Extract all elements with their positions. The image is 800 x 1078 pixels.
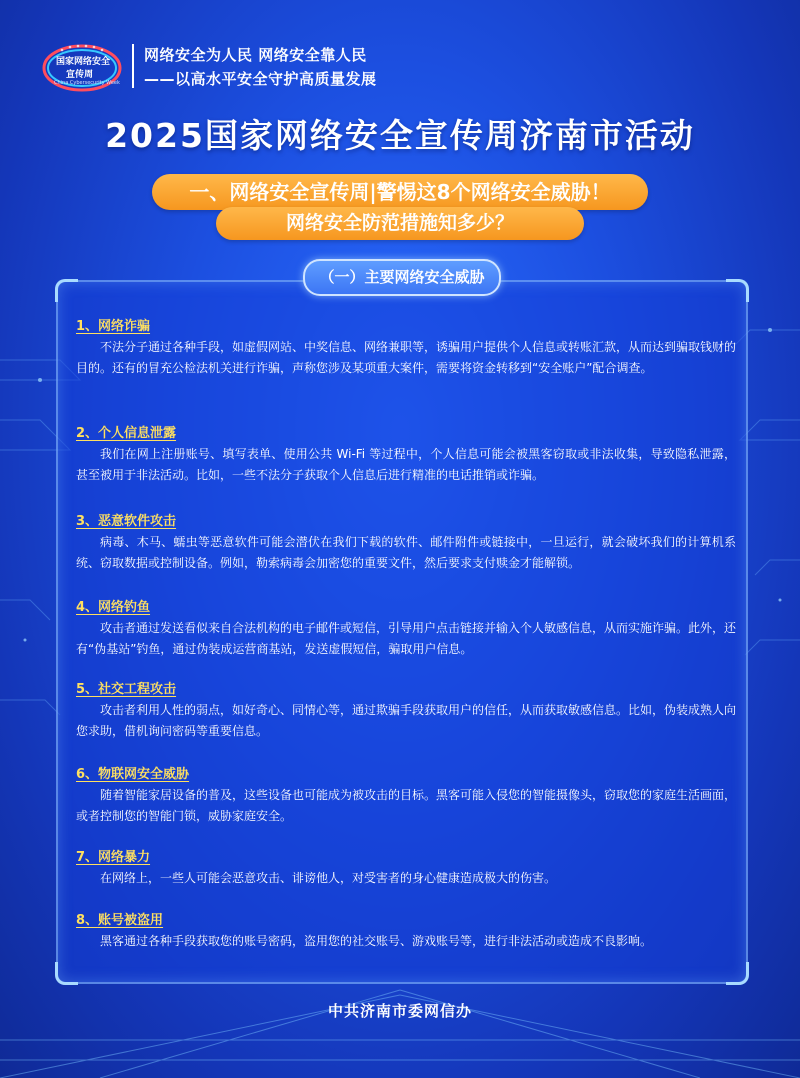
section-tag: （一）主要网络安全威胁 [303, 259, 501, 296]
threat-title: 8、账号被盗用 [76, 913, 164, 928]
threat-body: 在网络上，一些人可能会恶意攻击、诽谤他人，对受害者的身心健康造成极大的伤害。 [100, 871, 557, 885]
threat-item [76, 510, 736, 574]
threat-body: 病毒、木马、蠕虫等恶意软件可能会潜伏在我们下载的软件、邮件附件或链接中，一旦运行，就会破坏我们的计算机系统、窃取数据或控制设备。例如，勒索病毒会加密您的重要文件，然后要求支付赎金才能解锁。 [76, 535, 736, 570]
page-title: 2025国家网络安全宣传周济南市活动 [105, 116, 695, 155]
panel-corner [726, 962, 749, 985]
threat-title: 1、网络诈骗 [76, 319, 151, 334]
panel-corner [726, 279, 749, 302]
threat-item [76, 909, 736, 952]
header-divider [132, 44, 134, 88]
logo-subtext: China Cybersecurity Week [54, 80, 120, 86]
threat-title: 2、个人信息泄露 [76, 426, 177, 441]
panel-corner [55, 962, 78, 985]
threat-title: 7、网络暴力 [76, 850, 151, 865]
threat-title: 4、网络钓鱼 [76, 600, 151, 615]
threat-item [76, 596, 736, 660]
logo-text: 宣传周 [66, 70, 94, 80]
slogan-sub: ——以高水平安全守护高质量发展 [144, 70, 377, 88]
threat-body: 我们在网上注册账号、填写表单、使用公共 Wi-Fi 等过程中，个人信息可能会被黑客窃取或非法收集，导致隐私泄露，甚至被用于非法活动。比如，一些不法分子获取个人信息后进行精准的电话推销或诈骗。 [76, 447, 736, 482]
header [40, 40, 760, 100]
footer-organization: 中共济南市委网信办 [327, 1002, 472, 1020]
threat-body: 攻击者利用人性的弱点，如好奇心、同情心等，通过欺骗手段获取用户的信任，从而获取敏感信息。比如，伪装成熟人向您求助，借机询问密码等重要信息。 [76, 703, 737, 738]
panel-corner [55, 279, 78, 302]
banner-subtitle: 网络安全防范措施知多少？ [216, 207, 584, 240]
threat-item [76, 678, 736, 742]
threat-title: 5、社交工程攻击 [76, 682, 177, 697]
threat-body: 随着智能家居设备的普及，这些设备也可能成为被攻击的目标。黑客可能入侵您的智能摄像头，窃取您的家庭生活画面，或者控制您的智能门锁，威胁家庭安全。 [76, 788, 737, 823]
banner-title: 一、网络安全宣传周|警惕这8个网络安全威胁！ [152, 174, 648, 210]
threat-item [76, 763, 736, 827]
threat-body: 黑客通过各种手段获取您的账号密码，盗用您的社交账号、游戏账号等，进行非法活动或造成不良影响。 [100, 934, 653, 948]
threat-item [76, 846, 736, 889]
threat-title: 6、物联网安全威胁 [76, 767, 190, 782]
logo-text: 国家网络安全 [56, 57, 111, 67]
threat-title: 3、恶意软件攻击 [76, 514, 177, 529]
threat-body: 攻击者通过发送看似来自合法机构的电子邮件或短信，引导用户点击链接并输入个人敏感信息，从而实施诈骗。此外，还有“伪基站”钓鱼，通过伪装成运营商基站，发送虚假短信，骗取用户信息。 [76, 621, 737, 656]
threat-item [76, 422, 736, 486]
threat-item [76, 315, 736, 379]
slogan: 网络安全为人民 网络安全靠人民 [144, 46, 367, 64]
threat-body: 不法分子通过各种手段，如虚假网站、中奖信息、网络兼职等，诱骗用户提供个人信息或转账汇款，从而达到骗取钱财的目的。还有的冒充公检法机关进行诈骗，声称您涉及某项重大案件，需要将资金转移到“安全账户”配合调查。 [76, 340, 737, 375]
